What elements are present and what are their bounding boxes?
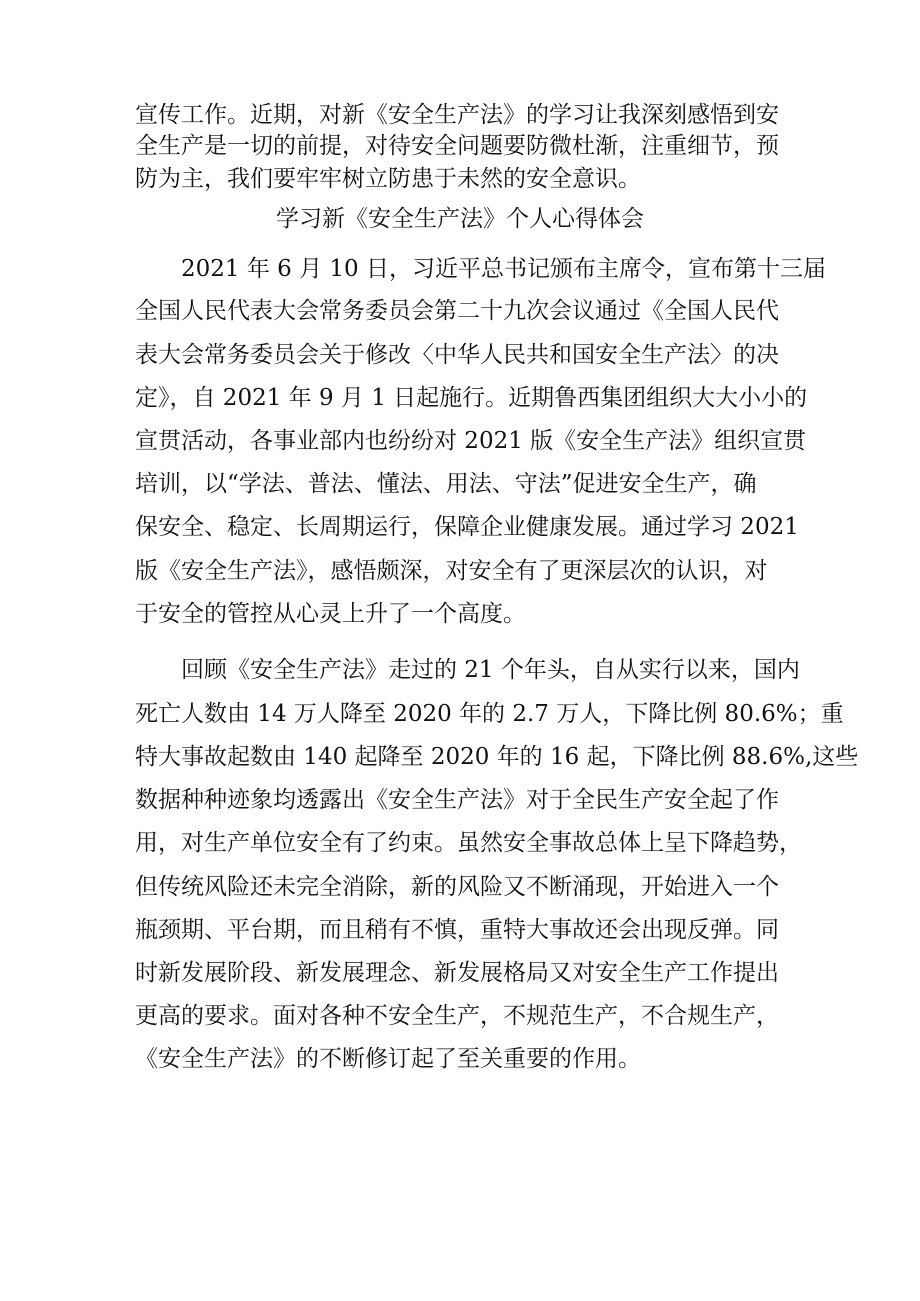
paragraph-2-line-4: 数据种种迹象均透露出《安全生产法》对于全民生产安全起了作 [135, 787, 779, 813]
paragraph-1-line-6: 培训，以“学法、普法、懂法、用法、守法”促进安全生产，确 [135, 471, 757, 497]
paragraph-1-line-2: 全国人民代表大会常务委员会第二十九次会议通过《全国人民代 [135, 298, 779, 324]
paragraph-1-line-7: 保安全、稳定、长周期运行，保障企业健康发展。通过学习 2021 [135, 514, 799, 540]
paragraph-2-line-10: 《安全生产法》的不断修订起了至关重要的作用。 [135, 1046, 641, 1072]
document-title: 学习新《安全生产法》个人心得体会 [276, 206, 644, 232]
paragraph-2-line-3: 特大事故起数由 140 起降至 2020 年的 16 起，下降比例 88.6%,这些 [135, 744, 859, 770]
paragraph-1-line-5: 宣贯活动，各事业部内也纷纷对 2021 版《安全生产法》组织宣贯 [135, 428, 807, 454]
paragraph-2-line-1: 回顾《安全生产法》走过的 21 个年头，自从实行以来，国内 [181, 657, 800, 683]
paragraph-2-line-9: 更高的要求。面对各种不安全生产，不规范生产，不合规生产， [135, 1003, 779, 1029]
paragraph-1-line-3: 表大会常务委员会关于修改〈中华人民共和国安全生产法〉的决 [135, 342, 779, 368]
paragraph-1-line-9: 于安全的管控从心灵上升了一个高度。 [135, 601, 526, 627]
paragraph-2-line-2: 死亡人数由 14 万人降至 2020 年的 2.7 万人，下降比例 80.6%；重 [135, 701, 844, 727]
paragraph-2-line-5: 用，对生产单位安全有了约束。虽然安全事故总体上呈下降趋势， [135, 830, 802, 856]
paragraph-2-line-7: 瓶颈期、平台期，而且稍有不慎，重特大事故还会出现反弹。同 [135, 917, 779, 943]
paragraph-2-line-6: 但传统风险还未完全消除，新的风险又不断涌现，开始进入一个 [135, 874, 779, 900]
paragraph-1-line-4: 定》，自 2021 年 9 月 1 日起施行。近期鲁西集团组织大大小小的 [135, 385, 808, 411]
intro-line-1: 宣传工作。近期，对新《安全生产法》的学习让我深刻感悟到安 [135, 102, 779, 128]
intro-line-2: 全生产是一切的前提，对待安全问题要防微杜渐，注重细节，预 [135, 133, 779, 159]
paragraph-1-line-8: 版《安全生产法》，感悟颇深，对安全有了更深层次的认识，对 [135, 558, 768, 584]
intro-line-3: 防为主，我们要牢牢树立防患于未然的安全意识。 [135, 166, 641, 192]
paragraph-2-line-8: 时新发展阶段、新发展理念、新发展格局又对安全生产工作提出 [135, 960, 779, 986]
paragraph-1-line-1: 2021 年 6 月 10 日，习近平总书记颁布主席令，宣布第十三届 [181, 256, 826, 282]
